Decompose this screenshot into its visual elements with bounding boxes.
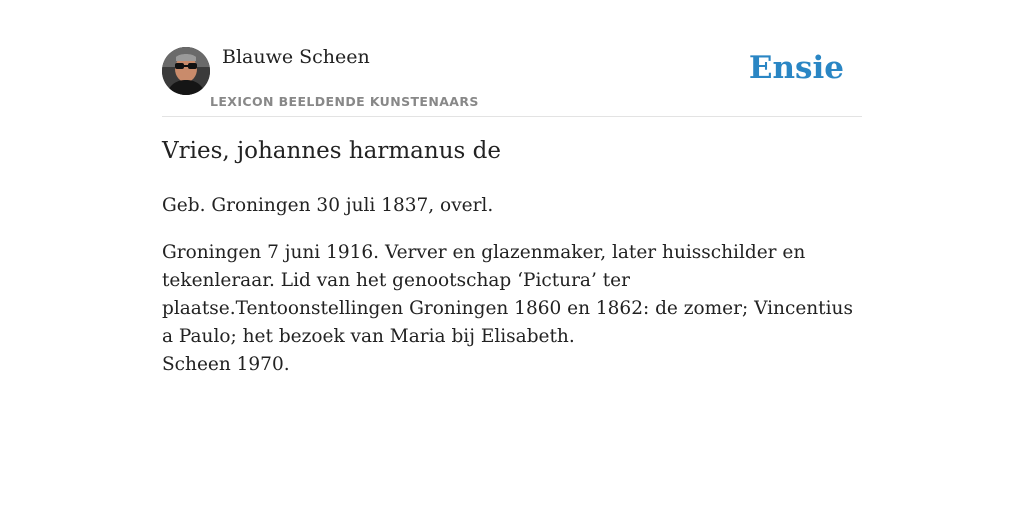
article-title: Vries, johannes harmanus de xyxy=(162,138,501,164)
author-name[interactable]: Blauwe Scheen xyxy=(222,46,370,68)
author-avatar[interactable] xyxy=(162,47,210,95)
article-header xyxy=(162,44,862,117)
article-paragraph: Scheen 1970. xyxy=(162,354,290,375)
article-paragraph: Geb. Groningen 30 juli 1837, overl. xyxy=(162,195,494,216)
brand-logo[interactable]: Ensie xyxy=(748,50,844,86)
article-paragraph: Groningen 7 juni 1916. Verver en glazenmaker, later huisschilder en tekenleraar. Lid van het genootschap ‘Pictura’ ter plaatse.Tentoonstellingen Groningen 1860 en 1862: de zomer; Vincentius a Paulo; het bezoek van Maria bij Elisabeth. xyxy=(162,242,853,347)
category-label[interactable]: LEXICON BEELDENDE KUNSTENAARS xyxy=(210,94,479,109)
